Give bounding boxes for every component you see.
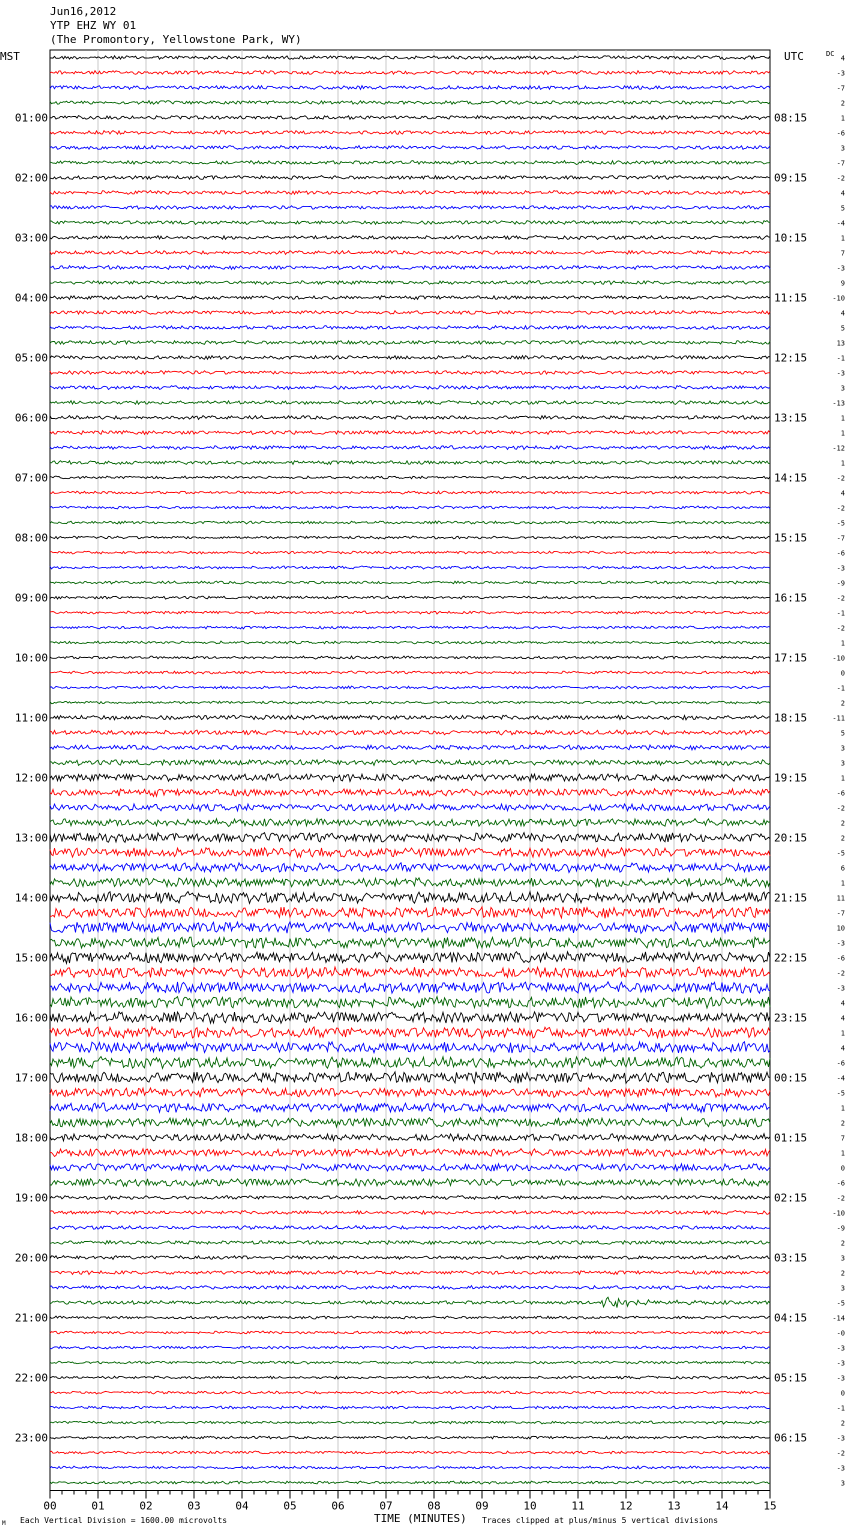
dc-offset-value: 1 xyxy=(840,459,845,468)
dc-offset-value: -14 xyxy=(832,1314,845,1323)
dc-offset-value: 7 xyxy=(840,249,845,258)
dc-offset-value: -4 xyxy=(836,1074,845,1083)
dc-offset-value: -2 xyxy=(836,624,845,633)
dc-offset-value: 2 xyxy=(840,1119,845,1128)
trace-row-66 xyxy=(50,1042,770,1053)
dc-offset-value: 2 xyxy=(840,1419,845,1428)
left-hour-label: 02:00 xyxy=(14,171,48,185)
trace-row-33 xyxy=(50,551,770,554)
trace-row-6 xyxy=(50,146,770,150)
x-tick-label: 07 xyxy=(379,1499,393,1513)
left-hour-label: 22:00 xyxy=(14,1371,48,1385)
dc-offset-value: 5 xyxy=(840,324,845,333)
trace-row-53 xyxy=(50,848,770,857)
trace-row-69 xyxy=(50,1088,770,1097)
station-label: YTP EHZ WY 01 xyxy=(50,19,137,32)
trace-row-4 xyxy=(50,116,770,120)
right-hour-label: 12:15 xyxy=(774,351,808,365)
left-hour-label: 12:00 xyxy=(14,771,48,785)
trace-row-81 xyxy=(50,1271,770,1275)
dc-offset-value: -6 xyxy=(836,129,845,138)
trace-row-25 xyxy=(50,431,770,435)
dc-offset-value: 0 xyxy=(840,669,845,678)
trace-row-0 xyxy=(50,56,770,60)
trace-row-22 xyxy=(50,386,770,390)
dc-offset-value: -6 xyxy=(836,789,845,798)
dc-offset-value: 13 xyxy=(836,339,845,348)
dc-offset-value: -2 xyxy=(836,504,845,513)
left-timezone-label: MST xyxy=(0,50,20,63)
dc-offset-value: -7 xyxy=(836,534,845,543)
trace-row-76 xyxy=(50,1196,770,1200)
left-hour-label: 13:00 xyxy=(14,831,48,845)
right-hour-label: 22:15 xyxy=(774,951,808,965)
dc-offset-value: 2 xyxy=(840,834,845,843)
dc-offset-value: 2 xyxy=(840,699,845,708)
dc-offset-value: -13 xyxy=(832,399,845,408)
trace-row-21 xyxy=(50,371,770,375)
trace-row-68 xyxy=(50,1072,770,1084)
dc-offset-value: 3 xyxy=(840,384,845,393)
trace-row-9 xyxy=(50,191,770,195)
dc-offset-value: -7 xyxy=(836,909,845,918)
trace-row-11 xyxy=(50,221,770,225)
left-hour-label: 05:00 xyxy=(14,351,48,365)
clip-note: Traces clipped at plus/minus 5 vertical divisions xyxy=(482,1516,719,1525)
trace-row-59 xyxy=(50,937,770,948)
trace-row-49 xyxy=(50,789,770,797)
dc-offset-value: -5 xyxy=(836,1089,845,1098)
dc-offset-value: -4 xyxy=(836,219,845,228)
x-tick-label: 01 xyxy=(91,1499,105,1513)
trace-row-65 xyxy=(50,1027,770,1039)
left-hour-label: 10:00 xyxy=(14,651,48,665)
trace-row-14 xyxy=(50,266,770,270)
trace-row-88 xyxy=(50,1376,770,1379)
dc-offset-value: -1 xyxy=(836,609,845,618)
left-hour-label: 17:00 xyxy=(14,1071,48,1085)
dc-offset-value: -7 xyxy=(836,84,845,93)
trace-row-84 xyxy=(50,1316,770,1319)
x-tick-label: 06 xyxy=(331,1499,345,1513)
trace-row-18 xyxy=(50,326,770,330)
corner-mark: M xyxy=(2,1520,6,1527)
dc-offset-value: -2 xyxy=(836,594,845,603)
trace-row-63 xyxy=(50,997,770,1008)
dc-offset-value: -2 xyxy=(836,969,845,978)
left-hour-label: 19:00 xyxy=(14,1191,48,1205)
dc-offset-value: 1 xyxy=(840,429,845,438)
trace-row-51 xyxy=(50,819,770,827)
dc-offset-value: -3 xyxy=(836,939,845,948)
right-hour-label: 18:15 xyxy=(774,711,808,725)
right-hour-label: 13:15 xyxy=(774,411,808,425)
trace-row-20 xyxy=(50,356,770,360)
dc-offset-value: -1 xyxy=(836,684,845,693)
trace-row-73 xyxy=(50,1149,770,1157)
trace-row-71 xyxy=(50,1118,770,1127)
trace-row-64 xyxy=(50,1012,770,1023)
dc-offset-value: 4 xyxy=(840,54,845,63)
trace-row-77 xyxy=(50,1211,770,1215)
dc-offset-value: -3 xyxy=(836,1434,845,1443)
trace-row-52 xyxy=(50,833,770,843)
trace-row-5 xyxy=(50,131,770,135)
x-axis-title: TIME (MINUTES) xyxy=(374,1512,467,1525)
right-hour-label: 15:15 xyxy=(774,531,808,545)
dc-offset-value: -1 xyxy=(836,1404,845,1413)
trace-row-95 xyxy=(50,1481,770,1484)
trace-row-12 xyxy=(50,236,770,240)
trace-row-41 xyxy=(50,671,770,674)
left-hour-label: 15:00 xyxy=(14,951,48,965)
dc-offset-value: -10 xyxy=(832,294,845,303)
dc-offset-value: -6 xyxy=(836,954,845,963)
right-hour-label: 10:15 xyxy=(774,231,808,245)
dc-offset-value: -2 xyxy=(836,804,845,813)
trace-row-67 xyxy=(50,1057,770,1069)
x-tick-label: 04 xyxy=(235,1499,249,1513)
dc-offset-header: DC xyxy=(826,50,835,58)
x-tick-label: 09 xyxy=(475,1499,489,1513)
dc-offset-value: 3 xyxy=(840,1254,845,1263)
dc-offset-value: -12 xyxy=(832,444,845,453)
trace-row-27 xyxy=(50,461,770,465)
dc-offset-value: 1 xyxy=(840,1029,845,1038)
dc-offset-value: -2 xyxy=(836,1449,845,1458)
trace-row-42 xyxy=(50,686,770,689)
x-tick-label: 12 xyxy=(619,1499,633,1513)
left-hour-label: 08:00 xyxy=(14,531,48,545)
trace-row-19 xyxy=(50,341,770,345)
trace-row-8 xyxy=(50,176,770,180)
trace-row-89 xyxy=(50,1391,770,1394)
right-timezone-label: UTC xyxy=(784,50,804,63)
x-tick-label: 10 xyxy=(523,1499,537,1513)
left-hour-label: 18:00 xyxy=(14,1131,48,1145)
trace-row-1 xyxy=(50,71,770,75)
right-hour-label: 19:15 xyxy=(774,771,808,785)
left-hour-label: 21:00 xyxy=(14,1311,48,1325)
dc-offset-value: 7 xyxy=(840,1134,845,1143)
trace-row-94 xyxy=(50,1466,770,1469)
dc-offset-value: 3 xyxy=(840,1284,845,1293)
dc-offset-value: 3 xyxy=(840,744,845,753)
trace-row-54 xyxy=(50,863,770,873)
dc-offset-value: -5 xyxy=(836,849,845,858)
trace-row-90 xyxy=(50,1406,770,1409)
dc-offset-value: -3 xyxy=(836,264,845,273)
right-hour-label: 04:15 xyxy=(774,1311,808,1325)
trace-row-10 xyxy=(50,206,770,210)
dc-offset-value: 1 xyxy=(840,114,845,123)
trace-row-72 xyxy=(50,1134,770,1141)
trace-row-3 xyxy=(50,101,770,105)
dc-offset-value: -3 xyxy=(836,564,845,573)
dc-offset-value: 2 xyxy=(840,1269,845,1278)
dc-offset-value: 4 xyxy=(840,1044,845,1053)
dc-offset-value: -9 xyxy=(836,579,845,588)
dc-offset-value: -5 xyxy=(836,519,845,528)
trace-row-17 xyxy=(50,311,770,315)
trace-row-38 xyxy=(50,626,770,629)
right-hour-label: 09:15 xyxy=(774,171,808,185)
date-label: Jun16,2012 xyxy=(50,5,117,18)
trace-row-46 xyxy=(50,745,770,750)
right-hour-label: 06:15 xyxy=(774,1431,808,1445)
trace-row-29 xyxy=(50,491,770,494)
trace-row-37 xyxy=(50,611,770,614)
dc-offset-value: -6 xyxy=(836,1179,845,1188)
trace-row-35 xyxy=(50,581,770,584)
left-hour-label: 09:00 xyxy=(14,591,48,605)
dc-offset-value: 10 xyxy=(836,924,845,933)
dc-offset-value: 5 xyxy=(840,729,845,738)
x-tick-label: 03 xyxy=(187,1499,201,1513)
dc-offset-value: 1 xyxy=(840,1104,845,1113)
x-tick-label: 13 xyxy=(667,1499,681,1513)
dc-offset-value: 1 xyxy=(840,639,845,648)
dc-offset-value: -5 xyxy=(836,1299,845,1308)
dc-offset-value: -3 xyxy=(836,1374,845,1383)
trace-row-91 xyxy=(50,1421,770,1424)
left-hour-label: 01:00 xyxy=(14,111,48,125)
trace-row-47 xyxy=(50,760,770,766)
x-tick-label: 02 xyxy=(139,1499,153,1513)
trace-row-80 xyxy=(50,1256,770,1260)
dc-offset-value: 6 xyxy=(840,864,845,873)
dc-offset-value: -2 xyxy=(836,1194,845,1203)
trace-row-40 xyxy=(50,656,770,659)
trace-row-74 xyxy=(50,1164,770,1172)
trace-row-48 xyxy=(50,774,770,782)
trace-row-36 xyxy=(50,596,770,599)
right-hour-label: 05:15 xyxy=(774,1371,808,1385)
x-tick-label: 05 xyxy=(283,1499,297,1513)
trace-row-55 xyxy=(50,878,770,887)
x-tick-label: 15 xyxy=(763,1499,777,1513)
dc-offset-value: -2 xyxy=(836,474,845,483)
trace-row-30 xyxy=(50,506,770,509)
right-hour-label: 20:15 xyxy=(774,831,808,845)
left-hour-label: 04:00 xyxy=(14,291,48,305)
dc-offset-value: -7 xyxy=(836,159,845,168)
trace-row-2 xyxy=(50,86,770,90)
right-hour-label: 23:15 xyxy=(774,1011,808,1025)
trace-row-83 xyxy=(50,1297,770,1307)
trace-row-93 xyxy=(50,1451,770,1454)
right-hour-label: 11:15 xyxy=(774,291,808,305)
trace-row-31 xyxy=(50,521,770,524)
trace-row-13 xyxy=(50,251,770,255)
dc-offset-value: -6 xyxy=(836,1059,845,1068)
dc-offset-value: -3 xyxy=(836,1359,845,1368)
left-hour-label: 20:00 xyxy=(14,1251,48,1265)
dc-offset-value: -11 xyxy=(832,714,845,723)
dc-offset-value: -3 xyxy=(836,69,845,78)
x-tick-label: 08 xyxy=(427,1499,441,1513)
right-hour-label: 08:15 xyxy=(774,111,808,125)
right-hour-label: 17:15 xyxy=(774,651,808,665)
trace-row-60 xyxy=(50,952,770,964)
right-hour-label: 03:15 xyxy=(774,1251,808,1265)
dc-offset-value: 2 xyxy=(840,99,845,108)
left-hour-label: 16:00 xyxy=(14,1011,48,1025)
trace-row-23 xyxy=(50,401,770,405)
dc-offset-value: 4 xyxy=(840,489,845,498)
trace-row-32 xyxy=(50,536,770,539)
dc-offset-value: 3 xyxy=(840,144,845,153)
trace-row-44 xyxy=(50,715,770,720)
left-hour-label: 06:00 xyxy=(14,411,48,425)
dc-offset-value: -9 xyxy=(836,1224,845,1233)
dc-offset-value: 2 xyxy=(840,1239,845,1248)
trace-row-45 xyxy=(50,730,770,735)
scale-note: Each Vertical Division = 1600.00 microvolts xyxy=(20,1516,228,1525)
trace-row-62 xyxy=(50,982,770,994)
trace-row-82 xyxy=(50,1286,770,1290)
trace-row-16 xyxy=(50,296,770,300)
left-hour-label: 07:00 xyxy=(14,471,48,485)
right-hour-label: 16:15 xyxy=(774,591,808,605)
dc-offset-value: 4 xyxy=(840,309,845,318)
dc-offset-value: -2 xyxy=(836,174,845,183)
trace-row-56 xyxy=(50,892,770,904)
trace-row-70 xyxy=(50,1103,770,1112)
trace-row-15 xyxy=(50,281,770,285)
trace-row-34 xyxy=(50,566,770,569)
trace-row-79 xyxy=(50,1241,770,1245)
dc-offset-value: 2 xyxy=(840,819,845,828)
x-tick-label: 11 xyxy=(571,1499,585,1513)
trace-row-24 xyxy=(50,416,770,420)
dc-offset-value: 11 xyxy=(836,894,845,903)
dc-offset-value: 3 xyxy=(840,1479,845,1488)
left-hour-label: 23:00 xyxy=(14,1431,48,1445)
dc-offset-value: -10 xyxy=(832,654,845,663)
trace-row-57 xyxy=(50,907,770,919)
right-hour-label: 21:15 xyxy=(774,891,808,905)
dc-offset-value: 4 xyxy=(840,999,845,1008)
dc-offset-value: -10 xyxy=(832,1209,845,1218)
right-hour-label: 01:15 xyxy=(774,1131,808,1145)
trace-row-92 xyxy=(50,1436,770,1439)
dc-offset-value: 1 xyxy=(840,879,845,888)
trace-row-58 xyxy=(50,922,770,933)
trace-row-43 xyxy=(50,701,770,704)
dc-offset-value: 1 xyxy=(840,774,845,783)
dc-offset-value: -3 xyxy=(836,369,845,378)
dc-offset-value: 4 xyxy=(840,1014,845,1023)
dc-offset-value: 3 xyxy=(840,759,845,768)
right-hour-label: 02:15 xyxy=(774,1191,808,1205)
dc-offset-value: -3 xyxy=(836,984,845,993)
dc-offset-value: 1 xyxy=(840,234,845,243)
dc-offset-value: 1 xyxy=(840,1149,845,1158)
trace-row-85 xyxy=(50,1331,770,1334)
dc-offset-value: 4 xyxy=(840,189,845,198)
dc-offset-value: 1 xyxy=(840,414,845,423)
left-hour-label: 14:00 xyxy=(14,891,48,905)
trace-row-39 xyxy=(50,641,770,644)
left-hour-label: 11:00 xyxy=(14,711,48,725)
x-tick-label: 00 xyxy=(43,1499,57,1513)
dc-offset-value: -3 xyxy=(836,1464,845,1473)
trace-row-7 xyxy=(50,161,770,165)
trace-row-28 xyxy=(50,476,770,479)
dc-offset-value: -6 xyxy=(836,549,845,558)
right-hour-label: 00:15 xyxy=(774,1071,808,1085)
right-hour-label: 14:15 xyxy=(774,471,808,485)
dc-offset-value: 5 xyxy=(840,204,845,213)
dc-offset-value: 0 xyxy=(840,1164,845,1173)
dc-offset-value: 9 xyxy=(840,279,845,288)
trace-row-75 xyxy=(50,1179,770,1187)
location-label: (The Promontory, Yellowstone Park, WY) xyxy=(50,33,302,46)
trace-row-87 xyxy=(50,1361,770,1364)
left-hour-label: 03:00 xyxy=(14,231,48,245)
dc-offset-value: -1 xyxy=(836,354,845,363)
trace-row-86 xyxy=(50,1346,770,1349)
trace-row-78 xyxy=(50,1226,770,1230)
dc-offset-value: -0 xyxy=(836,1329,845,1338)
dc-offset-value: -3 xyxy=(836,1344,845,1353)
x-tick-label: 14 xyxy=(715,1499,729,1513)
trace-row-61 xyxy=(50,967,770,978)
dc-offset-value: 0 xyxy=(840,1389,845,1398)
trace-row-50 xyxy=(50,804,770,811)
trace-row-26 xyxy=(50,446,770,450)
